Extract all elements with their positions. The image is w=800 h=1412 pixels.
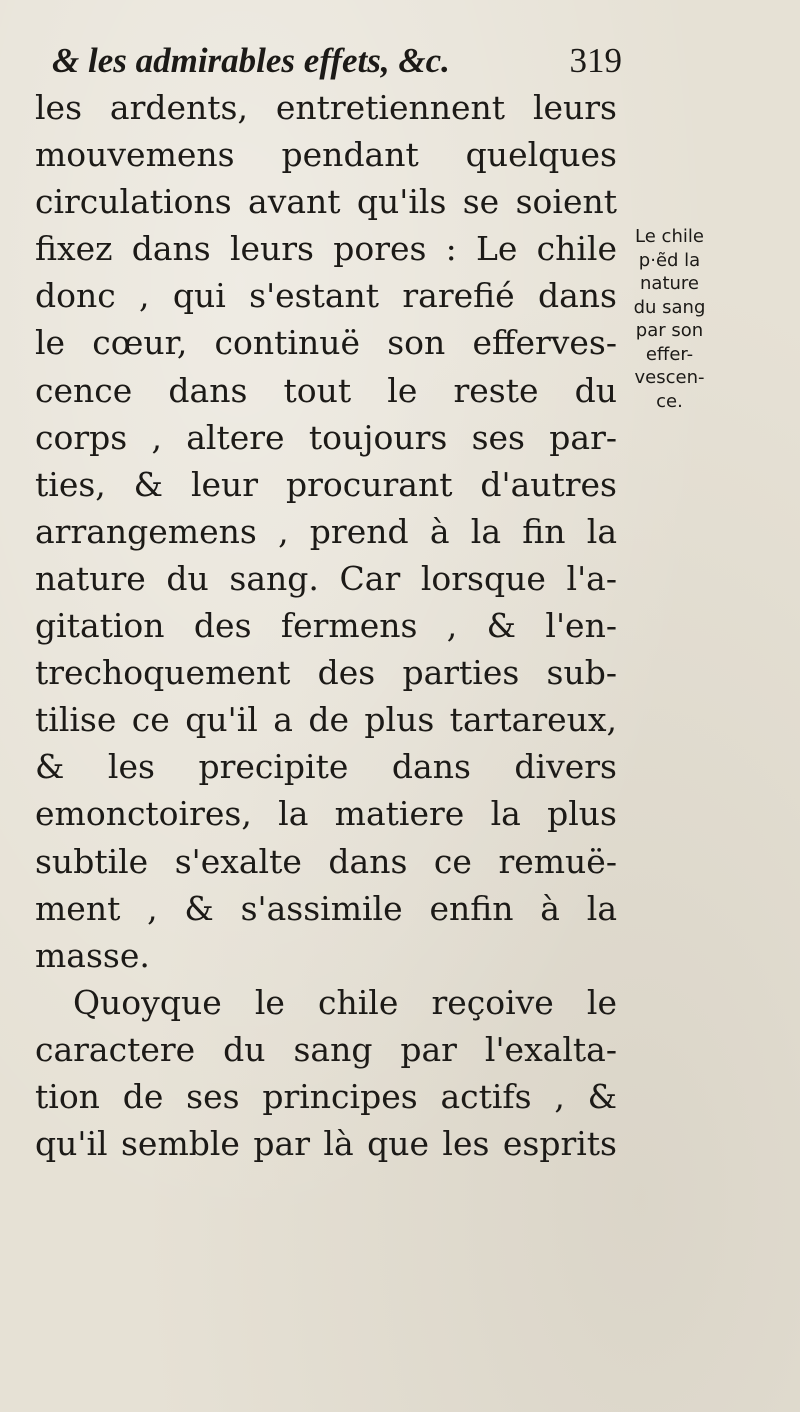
text-line: donc , qui s'estant rarefié dans <box>35 276 617 316</box>
text-line: ties, & leur procurant d'autres <box>35 464 617 504</box>
text-line: cence dans tout le reste du <box>35 370 617 410</box>
margin-note-line: ce. <box>656 390 683 412</box>
text-line: emonctoires, la matiere la plus <box>35 794 617 834</box>
text-line: nature du sang. Car lorsque l'a- <box>35 558 617 598</box>
margin-note-line: Le chile <box>635 226 704 247</box>
text-line: tion de ses principes actifs , & <box>35 1076 617 1116</box>
text-line: corps , altere toujours ses par- <box>35 417 617 457</box>
text-line: ment , & s'assimile enfin à la <box>35 888 617 928</box>
running-title: & les admirables effets, &c. <box>52 41 450 80</box>
margin-note-line: du sang <box>633 296 706 318</box>
text-line: les ardents, entretiennent leurs <box>35 88 617 127</box>
text-line: mouvemens pendant quelques <box>35 135 617 175</box>
margin-note-line: par son <box>635 320 704 341</box>
text-line: gitation des fermens , & l'en- <box>35 606 617 646</box>
text-line: trechoquement des parties sub- <box>35 653 617 693</box>
page-number: 319 <box>569 41 622 80</box>
text-line: tilise ce qu'il a de plus tartareux, <box>35 700 617 740</box>
paragraph-start-line: Quoyque le chile reçoive le <box>73 982 617 1022</box>
margin-note-line: p·ẽd la <box>638 249 701 271</box>
text-line: & les precipite dans divers <box>35 747 617 787</box>
body-text <box>35 84 617 1167</box>
margin-note-line: nature <box>640 273 699 294</box>
margin-note <box>622 225 717 413</box>
text-line: qu'il semble par là que les esprits <box>35 1124 617 1164</box>
page-header <box>52 36 622 86</box>
text-line: subtile s'exalte dans ce remuë- <box>35 841 617 881</box>
margin-note-line: vescen- <box>634 367 705 388</box>
text-line: le cœur, continuë son efferves- <box>35 323 617 363</box>
text-line: caractere du sang par l'exalta- <box>35 1029 617 1069</box>
text-line: circulations avant qu'ils se soient <box>35 182 617 222</box>
paragraph-end-line: masse. <box>35 935 150 975</box>
text-line: arrangemens , prend à la fin la <box>35 511 617 551</box>
text-line: fixez dans leurs pores : Le chile <box>35 229 617 269</box>
margin-note-line: effer- <box>645 343 694 365</box>
